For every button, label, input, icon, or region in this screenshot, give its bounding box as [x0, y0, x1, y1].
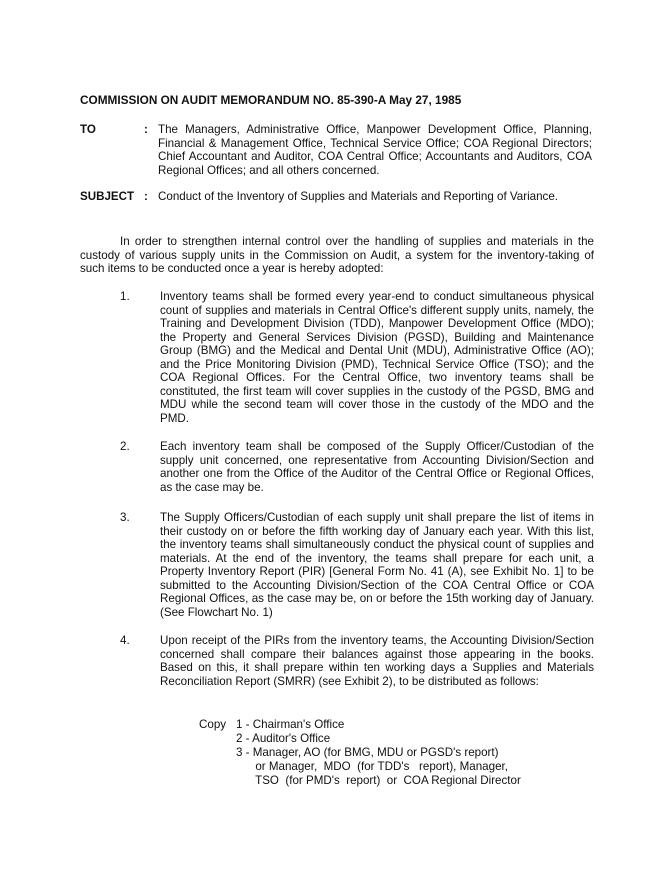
copy-line-4: or Manager, MDO (for TDD's report), Manager,: [236, 760, 508, 773]
copy-line-5: TSO (for PMD's report) or COA Regional Director: [236, 774, 521, 787]
subject-text: Conduct of the Inventory of Supplies and Materials and Reporting of Variance.: [158, 190, 559, 203]
item-3-text: The Supply Officers/Custodian of each supply unit shall prepare the list of items in their custody on or before the fifth working day of January each year. With this list, the inventory teams shall simultaneously conduct the physical count of supplies and materials. At the end of the inventory, the teams shall prepare for each unit, a Property Inventory Report (PIR) [General Form No. 41 (A), see Exhibit No. 1] to be submitted to the Accounting Division/Section of the COA Central Office or COA Regional Offices, as the case may be, on or before the 15th working day of January. (See Flowchart No. 1): [160, 511, 594, 619]
intro-paragraph: In order to strengthen internal control over the handling of supplies and materials in the custody of various supply units in the Commission on Audit, a system for the inventory-taking of such items to be conducted once a year is hereby adopted:: [80, 235, 594, 275]
to-colon: :: [144, 123, 148, 136]
item-4-text: Upon receipt of the PIRs from the inventory teams, the Accounting Division/Section concerned shall compare their balances against those appearing in the books. Based on this, it shall prepare within ten working days a Supplies and Materials Reconciliation Report (SMRR) (see Exhibit 2), to be distributed as follows:: [160, 634, 594, 688]
subject-label: SUBJECT: [80, 190, 135, 203]
memo-title: COMMISSION ON AUDIT MEMORANDUM NO. 85-390-A May 27, 1985: [80, 93, 462, 107]
item-3-number: 3.: [120, 511, 130, 524]
copy-label: Copy: [199, 718, 227, 731]
copy-line-3: 3 - Manager, AO (for BMG, MDU or PGSD's report): [236, 746, 499, 759]
item-1-text: Inventory teams shall be formed every year-end to conduct simultaneous physical count of supplies and materials in Central Office's different supply units, namely, the Training and Development Division (TDD), Manpower Development Office (MDO); the Property and General Services Division (PGSD), Building and Maintenance Group (BMG) and the Medical and Dental Unit (MDU), Administrative Office (AO); and the Price Monitoring Division (PMD), Technical Service Office (TSO); and the COA Regional Offices. For the Central Office, two inventory teams shall be constituted, the first team will cover supplies in the custody of the PGSD, BMG and MDU while the second team will cover those in the custody of the MDO and the PMD.: [160, 290, 594, 425]
to-label: TO: [80, 123, 96, 136]
subject-colon: :: [144, 190, 148, 203]
item-1-number: 1.: [120, 290, 130, 303]
item-2-number: 2.: [120, 440, 130, 453]
item-2-text: Each inventory team shall be composed of the Supply Officer/Custodian of the supply unit concerned, one representative from Accounting Division/Section and another one from the Office of the Auditor of the Central Office or Regional Offices, as the case may be.: [160, 440, 594, 494]
copy-line-2: 2 - Auditor's Office: [236, 732, 331, 745]
to-recipients: The Managers, Administrative Office, Manpower Development Office, Planning, Financial & Management Office, Technical Service Office; COA Regional Directors; Chief Accountant and Auditor, COA Central Office; Accountants and Auditors, COA Regional Offices; and all others concerned.: [158, 123, 592, 177]
copy-line-1: 1 - Chairman's Office: [236, 718, 345, 731]
item-4-number: 4.: [120, 634, 130, 647]
